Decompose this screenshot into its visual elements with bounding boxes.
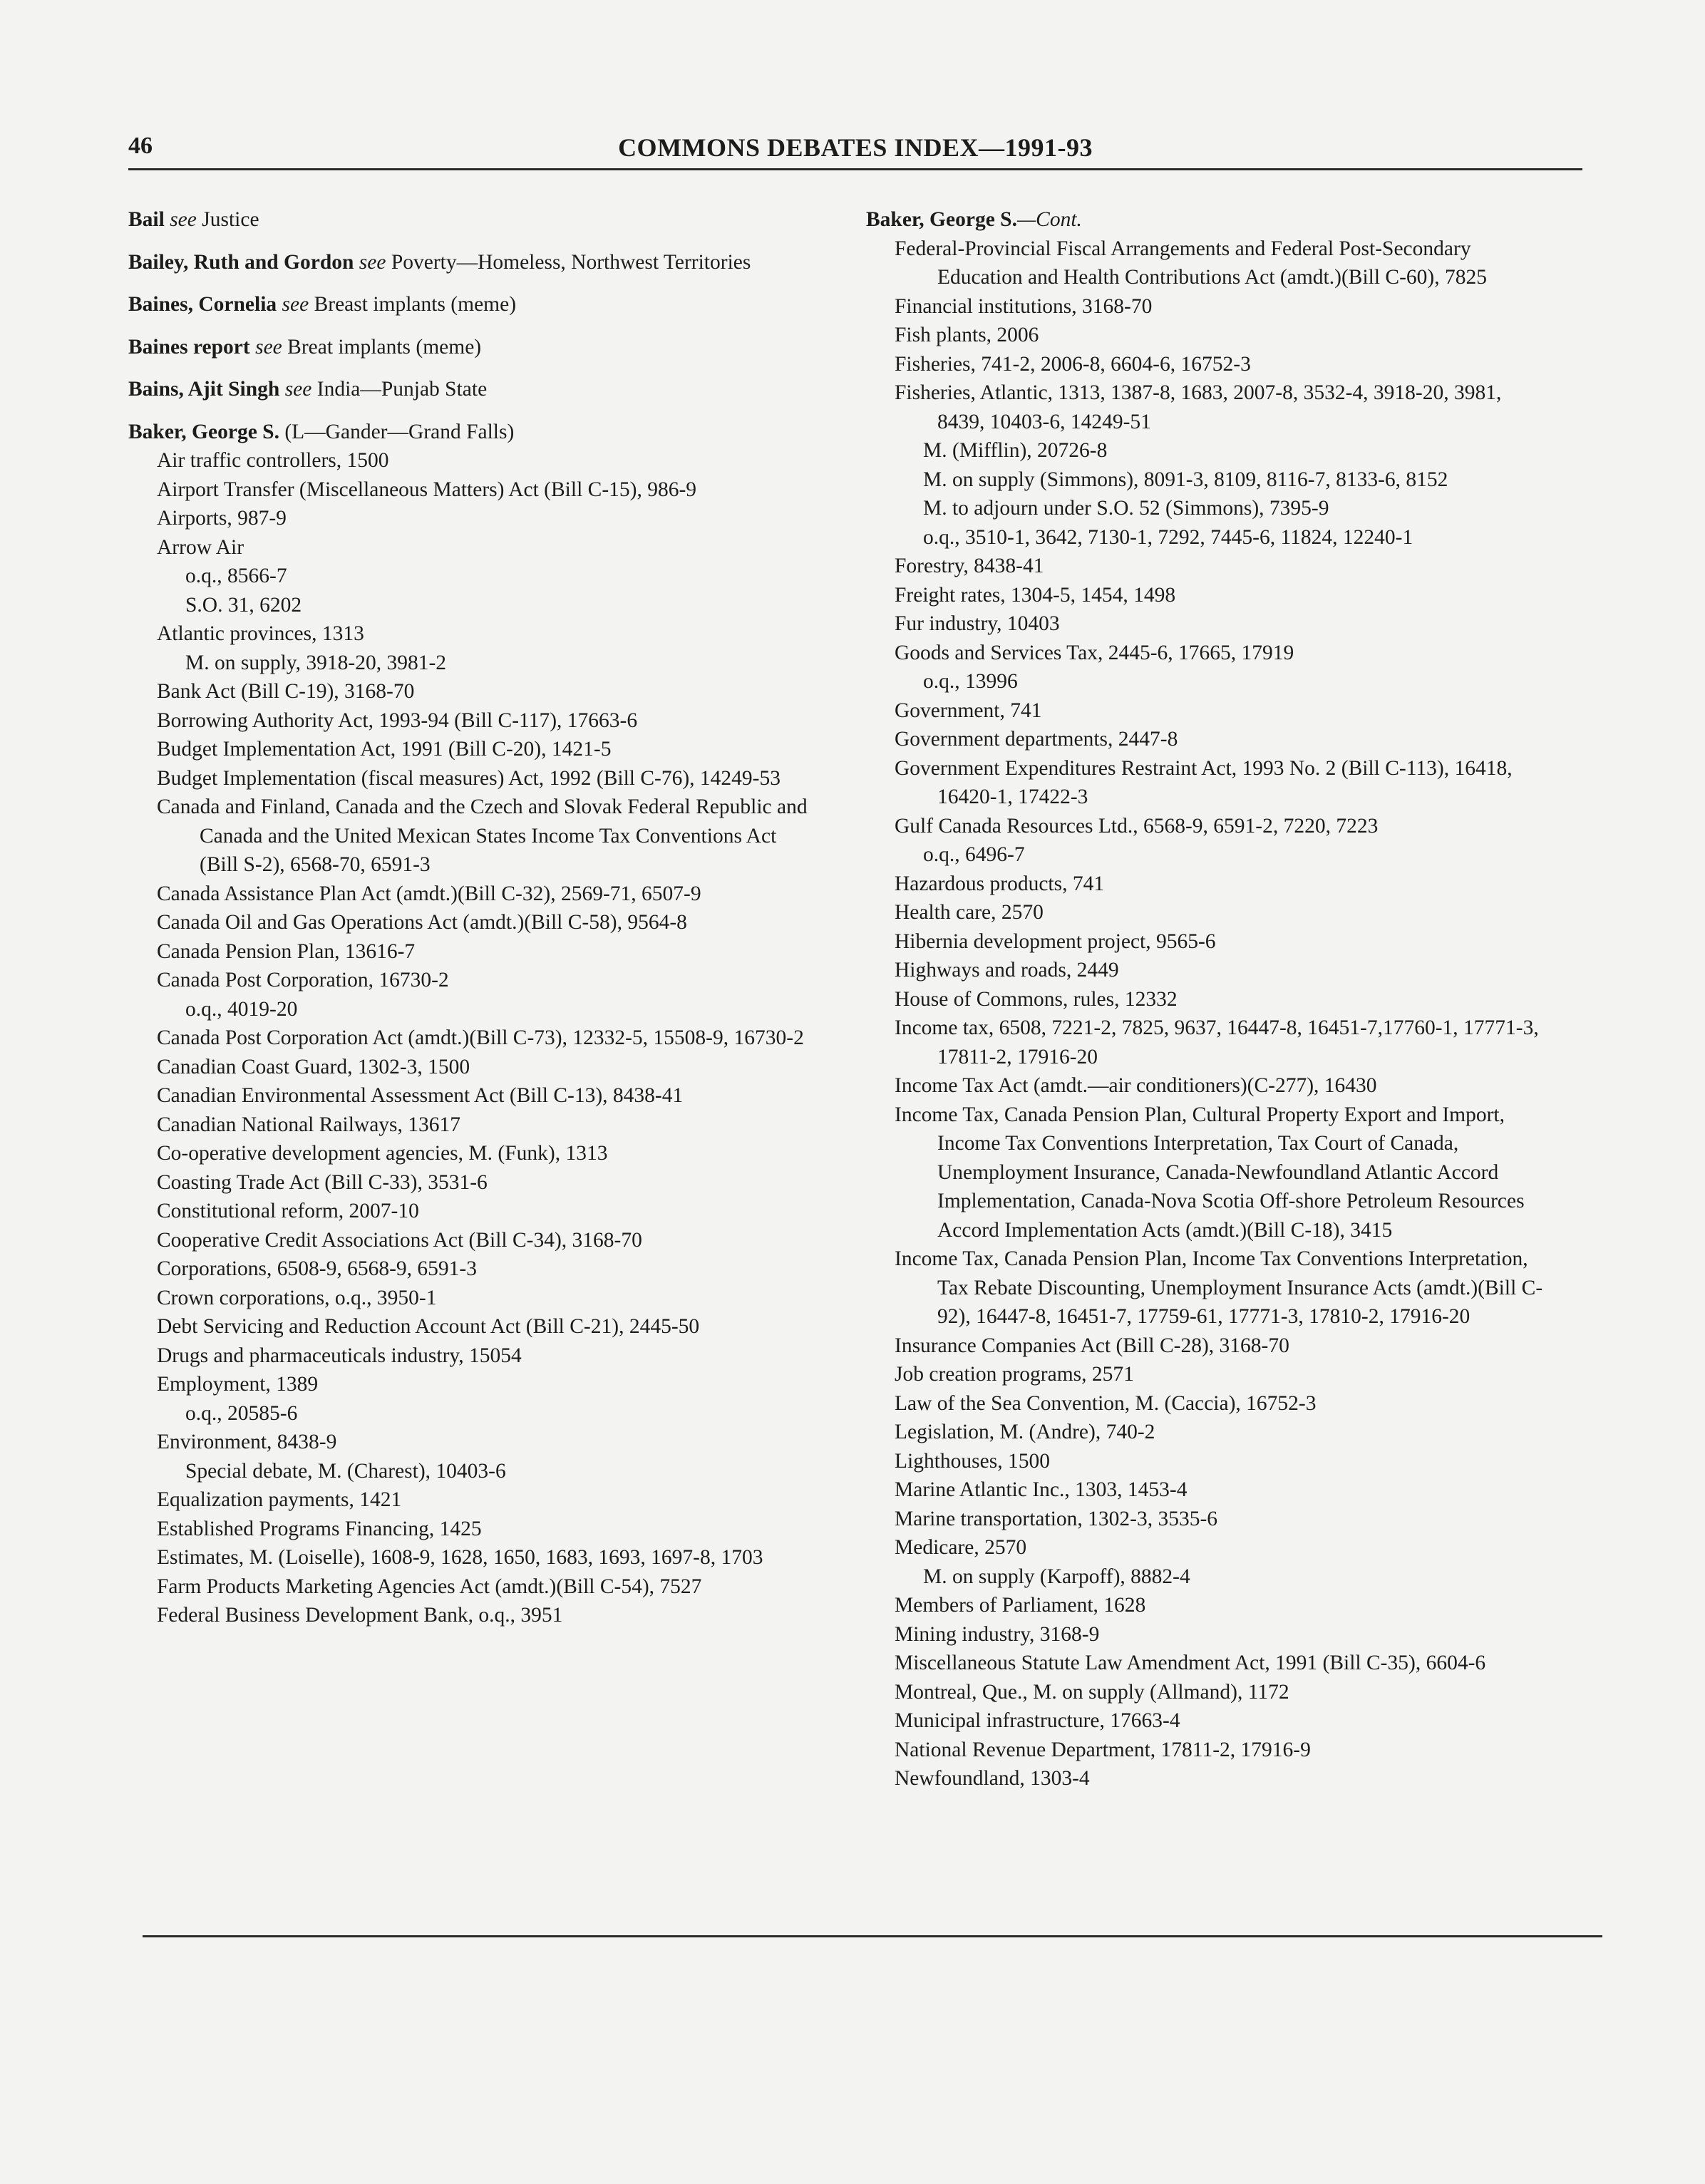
entry-heading: Baines report — [128, 335, 250, 359]
entry-text: o.q., 4019-20 — [185, 997, 298, 1021]
entry-text: M. on supply (Karpoff), 8882-4 — [923, 1565, 1190, 1588]
index-subentry — [866, 1678, 1550, 1707]
index-subentry — [866, 1505, 1550, 1534]
entry-text: Atlantic provinces, 1313 — [157, 622, 364, 645]
entry-heading: Baker, George S. — [866, 208, 1017, 231]
entry-text: Airports, 987-9 — [157, 507, 287, 530]
page-header — [128, 127, 1582, 170]
index-subentry — [128, 1485, 813, 1515]
index-subentry — [128, 475, 813, 505]
index-subentry — [866, 552, 1550, 581]
entry-text: Government departments, 2447-8 — [895, 728, 1178, 751]
index-subentry — [866, 1014, 1550, 1071]
index-subentry — [866, 1418, 1550, 1447]
entry-text: Montreal, Que., M. on supply (Allmand), 1172 — [895, 1680, 1289, 1704]
entry-text: Job creation programs, 2571 — [895, 1363, 1134, 1386]
entry-text: Freight rates, 1304-5, 1454, 1498 — [895, 583, 1176, 607]
entry-text: M. on supply, 3918-20, 3981-2 — [185, 651, 447, 674]
entry-text: Forestry, 8438-41 — [895, 555, 1044, 577]
index-subentry — [128, 966, 813, 995]
index-subentry — [128, 1024, 813, 1053]
index-subentry — [128, 1226, 813, 1255]
index-heading-entry — [128, 290, 813, 319]
index-subentry — [866, 465, 1550, 495]
entry-see-reference: see — [359, 250, 386, 274]
page-title: COMMONS DEBATES INDEX—1991-93 — [618, 133, 1093, 162]
index-subentry — [866, 696, 1550, 726]
header-rule — [128, 168, 1582, 170]
entry-text: Crown corporations, o.q., 3950-1 — [157, 1286, 437, 1309]
entry-text: Special debate, M. (Charest), 10403-6 — [185, 1459, 506, 1483]
entry-text: Federal Business Development Bank, o.q., 3951 — [157, 1604, 563, 1627]
index-subentry — [128, 562, 813, 591]
index-subentry — [866, 1071, 1550, 1101]
index-subentry — [866, 725, 1550, 754]
entry-text: Insurance Companies Act (Bill C-28), 3168-70 — [895, 1334, 1289, 1357]
index-subentry — [128, 735, 813, 764]
entry-text: Income tax, 6508, 7221-2, 7825, 9637, 16447-8, 16451-7,17760-1, 17771-3, 17811-2, 17916-20 — [895, 1016, 1539, 1068]
entry-text: Breast implants (meme) — [309, 293, 517, 316]
entry-text: Canada Assistance Plan Act (amdt.)(Bill C-32), 2569-71, 6507-9 — [157, 882, 701, 905]
entry-text: o.q., 13996 — [923, 670, 1018, 693]
entry-text: Marine transportation, 1302-3, 3535-6 — [895, 1507, 1218, 1530]
index-subentry — [128, 677, 813, 706]
index-subentry — [128, 880, 813, 909]
entry-text: Canada Oil and Gas Operations Act (amdt.)(Bill C-58), 9564-8 — [157, 911, 687, 934]
entry-text: Marine Atlantic Inc., 1303, 1453-4 — [895, 1478, 1188, 1501]
entry-text: Income Tax Act (amdt.—air conditioners)(C-277), 16430 — [895, 1074, 1377, 1097]
index-subentry — [866, 1360, 1550, 1389]
entry-text: o.q., 6496-7 — [923, 843, 1025, 866]
index-subentry — [866, 639, 1550, 668]
index-subentry — [866, 1620, 1550, 1649]
entry-text: Federal-Provincial Fiscal Arrangements and Federal Post-Secondary Education and Health Contributions Act (amdt.)(Bill C-60), 7825 — [895, 237, 1487, 289]
index-subentry — [128, 446, 813, 475]
entry-text: M. (Mifflin), 20726-8 — [923, 439, 1108, 462]
entry-text: Government Expenditures Restraint Act, 1993 No. 2 (Bill C-113), 16418, 16420-1, 17422-3 — [895, 756, 1513, 808]
index-subentry — [866, 1591, 1550, 1620]
entry-text: Fish plants, 2006 — [895, 324, 1039, 346]
entry-text: Highways and roads, 2449 — [895, 959, 1119, 982]
entry-text: Arrow Air — [157, 535, 244, 559]
entry-text: Budget Implementation (fiscal measures) Act, 1992 (Bill C-76), 14249-53 — [157, 766, 781, 790]
entry-text: Lighthouses, 1500 — [895, 1449, 1050, 1473]
index-subentry — [866, 985, 1550, 1014]
index-subentry — [866, 494, 1550, 523]
entry-text: Mining industry, 3168-9 — [895, 1622, 1100, 1646]
index-subentry — [866, 1649, 1550, 1678]
entry-text: Fur industry, 10403 — [895, 612, 1060, 635]
entry-text: Income Tax, Canada Pension Plan, Cultural Property Export and Import, Income Tax Conventions Interpretation, Tax Court of Canada, Unemployment Insurance, Canada-Newfoundland Atlantic Accord Implementation, Canada-Nova Scotia Off-shore Petroleum Resources Accord Implementation Acts (amdt.)(Bill C-18), 3415 — [895, 1103, 1525, 1242]
index-subentry — [128, 793, 813, 880]
index-subentry — [128, 1399, 813, 1428]
index-subentry — [866, 1331, 1550, 1361]
entry-text: Canada Post Corporation Act (amdt.)(Bill C-73), 12332-5, 15508-9, 16730-2 — [157, 1026, 804, 1049]
entry-text: Goods and Services Tax, 2445-6, 17665, 17919 — [895, 641, 1294, 664]
entry-heading: Bailey, Ruth and Gordon — [128, 250, 354, 274]
index-subentry — [866, 1447, 1550, 1476]
page-number: 46 — [128, 133, 153, 159]
entry-text: Borrowing Authority Act, 1993-94 (Bill C-117), 17663-6 — [157, 709, 638, 732]
entry-text: Fisheries, 741-2, 2006-8, 6604-6, 16752-3 — [895, 352, 1251, 376]
entry-text: Poverty—Homeless, Northwest Territories — [386, 250, 751, 274]
entry-text: Canadian Environmental Assessment Act (Bill C-13), 8438-41 — [157, 1084, 684, 1107]
entry-text: Cooperative Credit Associations Act (Bill C-34), 3168-70 — [157, 1228, 642, 1252]
entry-text: Legislation, M. (Andre), 740-2 — [895, 1421, 1155, 1443]
entry-text: Medicare, 2570 — [895, 1536, 1027, 1559]
index-subentry — [866, 667, 1550, 696]
entry-text: Drugs and pharmaceuticals industry, 15054 — [157, 1344, 522, 1367]
entry-text: o.q., 3510-1, 3642, 7130-1, 7292, 7445-6, 11824, 12240-1 — [923, 525, 1413, 549]
index-subentry — [866, 1736, 1550, 1765]
entry-text: Coasting Trade Act (Bill C-33), 3531-6 — [157, 1170, 488, 1194]
entry-heading: Baines, Cornelia — [128, 293, 277, 316]
index-subentry — [866, 870, 1550, 899]
index-subentry — [866, 1533, 1550, 1562]
index-subentry — [128, 937, 813, 967]
entry-text: Fisheries, Atlantic, 1313, 1387-8, 1683, 2007-8, 3532-4, 3918-20, 3981, 8439, 10403-6, 14249-51 — [895, 381, 1502, 433]
index-subentry — [128, 1111, 813, 1140]
entry-text: Debt Servicing and Reduction Account Act (Bill C-21), 2445-50 — [157, 1315, 700, 1338]
index-subentry — [128, 1543, 813, 1572]
index-subentry — [128, 1428, 813, 1457]
entry-text: Equalization payments, 1421 — [157, 1488, 402, 1511]
index-subentry — [128, 1197, 813, 1226]
entry-text: Breat implants (meme) — [282, 335, 482, 359]
entry-see-reference: —Cont. — [1016, 208, 1082, 231]
entry-text: Corporations, 6508-9, 6568-9, 6591-3 — [157, 1257, 478, 1280]
entry-text: o.q., 8566-7 — [185, 565, 287, 587]
entry-text: Hibernia development project, 9565-6 — [895, 929, 1216, 953]
entry-text: Members of Parliament, 1628 — [895, 1594, 1146, 1617]
footer-rule — [143, 1935, 1602, 1937]
entry-heading: Baker, George S. — [128, 420, 279, 443]
index-subentry — [128, 706, 813, 736]
entry-text: M. on supply (Simmons), 8091-3, 8109, 8116-7, 8133-6, 8152 — [923, 468, 1448, 491]
index-heading-entry — [128, 418, 813, 447]
index-subentry — [866, 1101, 1550, 1245]
right-column — [866, 205, 1550, 1793]
index-subentry — [866, 292, 1550, 321]
index-subentry — [128, 1341, 813, 1371]
index-subentry — [128, 1601, 813, 1630]
index-subentry — [128, 764, 813, 793]
entry-text: Miscellaneous Statute Law Amendment Act, 1991 (Bill C-35), 6604-6 — [895, 1652, 1486, 1674]
index-subentry — [128, 1370, 813, 1399]
index-subentry — [866, 321, 1550, 350]
entry-text: Canada Post Corporation, 16730-2 — [157, 969, 449, 991]
index-subentry — [128, 1255, 813, 1284]
entry-text: Canada and Finland, Canada and the Czech and Slovak Federal Republic and Canada and the United Mexican States Income Tax Conventions Act (Bill S-2), 6568-70, 6591-3 — [157, 795, 808, 876]
index-heading-entry — [128, 333, 813, 362]
entry-text: Co-operative development agencies, M. (Funk), 1313 — [157, 1142, 608, 1165]
index-subentry — [866, 840, 1550, 870]
entry-text: Municipal infrastructure, 17663-4 — [895, 1709, 1180, 1732]
entry-text: House of Commons, rules, 12332 — [895, 987, 1178, 1011]
entry-text: Gulf Canada Resources Ltd., 6568-9, 6591-2, 7220, 7223 — [895, 814, 1379, 838]
entry-text: S.O. 31, 6202 — [185, 593, 302, 617]
entry-text: Canadian Coast Guard, 1302-3, 1500 — [157, 1055, 470, 1078]
index-subentry — [128, 1572, 813, 1602]
index-subentry — [128, 908, 813, 937]
index-subentry — [128, 1053, 813, 1082]
index-subentry — [128, 504, 813, 533]
index-subentry — [128, 1081, 813, 1111]
index-subentry — [866, 350, 1550, 379]
entry-text: Government, 741 — [895, 699, 1042, 722]
index-heading-entry — [128, 248, 813, 277]
entry-text: National Revenue Department, 17811-2, 17916-9 — [895, 1738, 1311, 1761]
index-subentry — [866, 927, 1550, 957]
entry-text: Constitutional reform, 2007-10 — [157, 1200, 419, 1222]
index-subentry — [128, 1284, 813, 1313]
index-subentry — [128, 1457, 813, 1486]
entry-text: o.q., 20585-6 — [185, 1401, 298, 1425]
index-subentry — [866, 235, 1550, 292]
index-subentry — [128, 1312, 813, 1341]
index-subentry — [866, 523, 1550, 552]
index-subentry — [866, 1706, 1550, 1736]
index-subentry — [128, 619, 813, 649]
index-subentry — [128, 1515, 813, 1544]
entry-text: Farm Products Marketing Agencies Act (amdt.)(Bill C-54), 7527 — [157, 1575, 702, 1598]
entry-text: (L—Gander—Grand Falls) — [279, 420, 515, 443]
index-heading-entry — [866, 205, 1550, 235]
index-subentry — [128, 591, 813, 620]
entry-text: Canadian National Railways, 13617 — [157, 1113, 461, 1136]
index-subentry — [128, 1139, 813, 1168]
entry-text: Budget Implementation Act, 1991 (Bill C-20), 1421-5 — [157, 738, 612, 761]
entry-text: Canada Pension Plan, 13616-7 — [157, 939, 416, 963]
entry-text: Health care, 2570 — [895, 901, 1044, 924]
index-subentry — [866, 898, 1550, 927]
entry-see-reference: see — [284, 378, 312, 401]
entry-text: Law of the Sea Convention, M. (Caccia), 16752-3 — [895, 1391, 1317, 1415]
entry-text: M. to adjourn under S.O. 52 (Simmons), 7395-9 — [923, 497, 1329, 520]
entry-text: Justice — [196, 208, 259, 231]
entry-text: Airport Transfer (Miscellaneous Matters) Act (Bill C-15), 986-9 — [157, 478, 697, 501]
entry-text: Income Tax, Canada Pension Plan, Income Tax Conventions Interpretation, Tax Rebate Discounting, Unemployment Insurance Acts (amdt.)(Bill C-92), 16447-8, 16451-7, 17759-61, 17771-3, 17810-2, 17916-20 — [895, 1247, 1543, 1328]
entry-text: Employment, 1389 — [157, 1373, 319, 1396]
entry-text: Established Programs Financing, 1425 — [157, 1517, 482, 1540]
entry-text: Air traffic controllers, 1500 — [157, 449, 389, 472]
index-subentry — [866, 1764, 1550, 1793]
index-heading-entry — [128, 205, 813, 235]
index-subentry — [128, 995, 813, 1024]
entry-text: Newfoundland, 1303-4 — [895, 1767, 1090, 1790]
index-subentry — [866, 956, 1550, 985]
index-subentry — [866, 1245, 1550, 1331]
entry-text: Bank Act (Bill C-19), 3168-70 — [157, 680, 415, 703]
entry-see-reference: see — [282, 293, 309, 316]
index-subentry — [866, 436, 1550, 465]
index-subentry — [866, 1475, 1550, 1505]
entry-see-reference: see — [255, 335, 282, 359]
index-subentry — [866, 1389, 1550, 1418]
entry-heading: Bains, Ajit Singh — [128, 378, 280, 401]
left-column — [128, 205, 813, 1630]
index-subentry — [128, 649, 813, 678]
entry-text: Financial institutions, 3168-70 — [895, 294, 1153, 318]
entry-heading: Bail — [128, 208, 165, 231]
entry-text: India—Punjab State — [311, 378, 488, 401]
index-subentry — [866, 1562, 1550, 1592]
entry-text: Environment, 8438-9 — [157, 1431, 337, 1453]
entry-text: Estimates, M. (Loiselle), 1608-9, 1628, 1650, 1683, 1693, 1697-8, 1703 — [157, 1546, 763, 1569]
index-heading-entry — [128, 375, 813, 404]
index-subentry — [866, 754, 1550, 812]
entry-see-reference: see — [170, 208, 197, 231]
index-subentry — [866, 581, 1550, 610]
index-subentry — [866, 609, 1550, 639]
index-subentry — [128, 533, 813, 562]
index-subentry — [866, 378, 1550, 436]
entry-text: Hazardous products, 741 — [895, 872, 1105, 895]
index-subentry — [128, 1168, 813, 1197]
index-subentry — [866, 812, 1550, 841]
